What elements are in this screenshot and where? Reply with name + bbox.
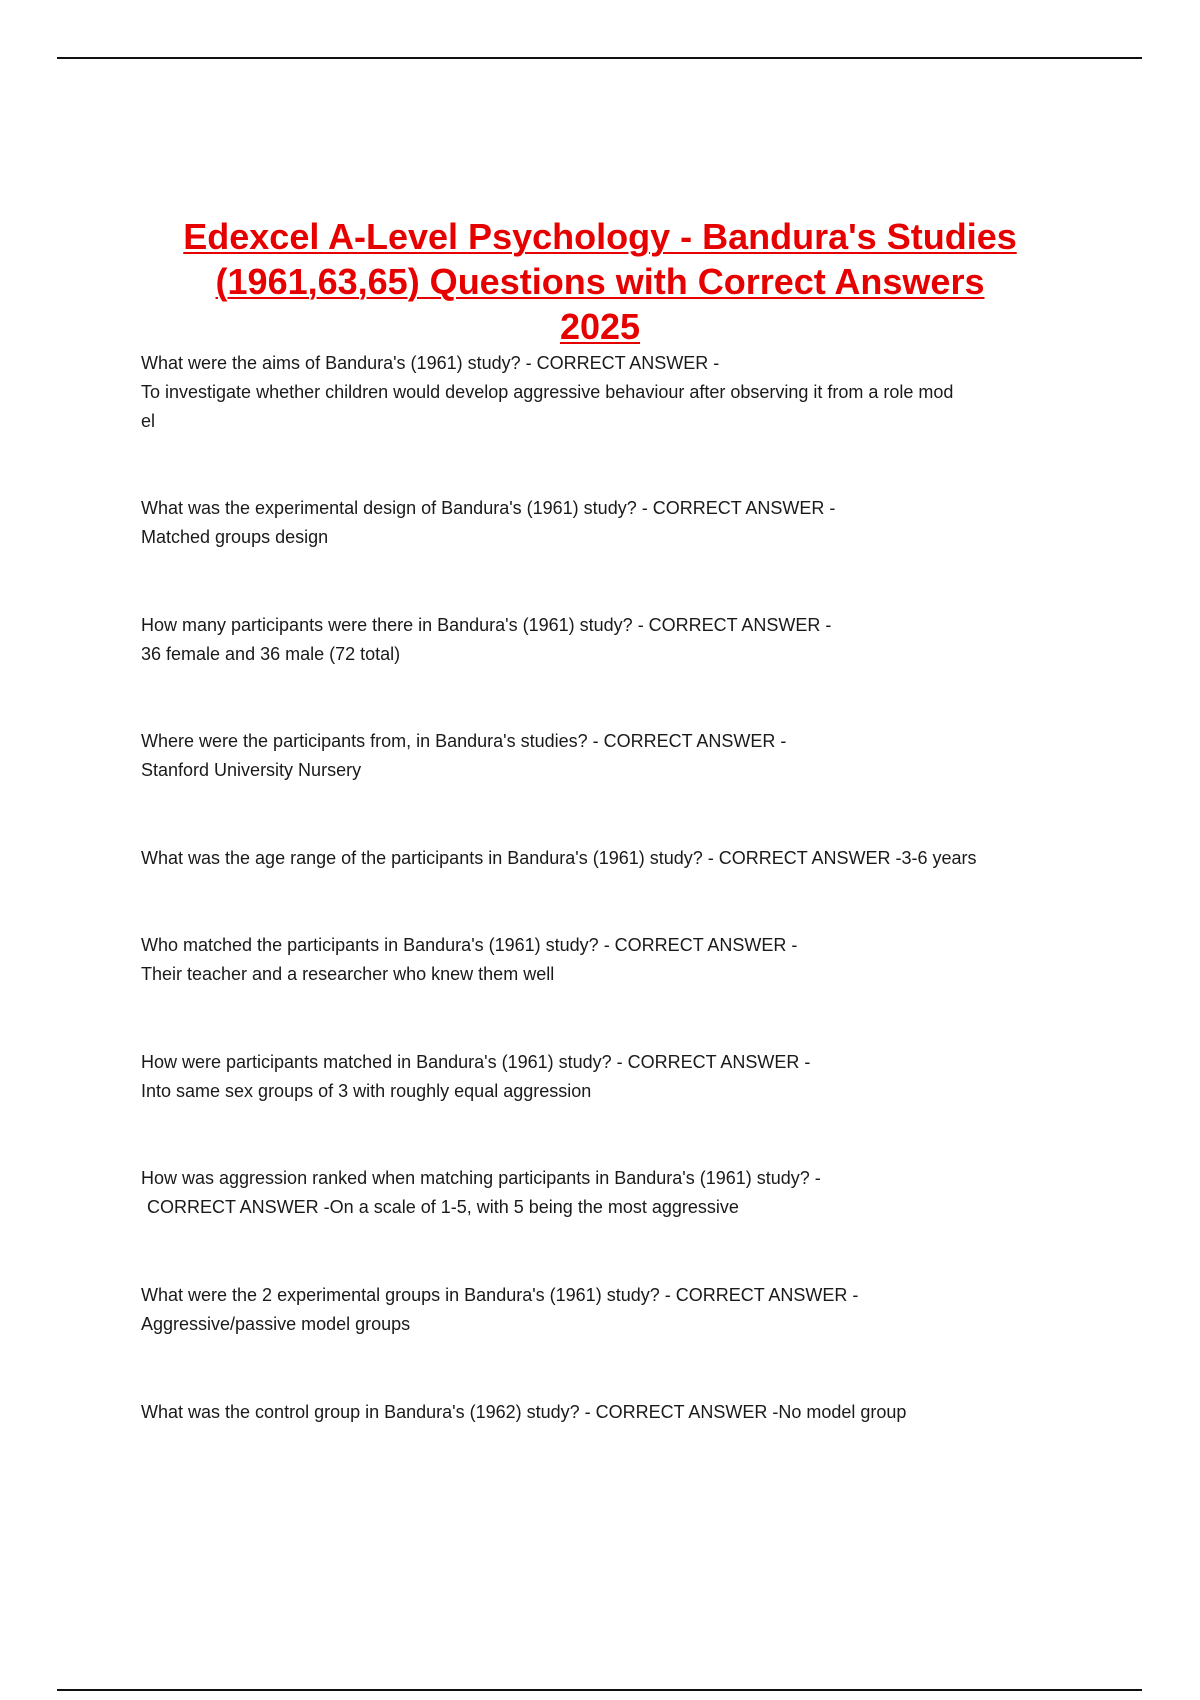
answer-text: el [141, 411, 156, 431]
answer-text: Their teacher and a researcher who knew them well [141, 964, 555, 984]
answer-text: CORRECT ANSWER -On a scale of 1-5, with 5 being the most aggressive [147, 1197, 739, 1217]
answer-text: 36 female and 36 male (72 total) [141, 644, 401, 664]
title-line: Edexcel A-Level Psychology - Bandura's Studies [183, 216, 1017, 257]
qa-item [141, 1398, 1061, 1427]
question-text: What were the 2 experimental groups in Bandura's (1961) study? - CORRECT ANSWER - [141, 1285, 859, 1305]
qa-item [141, 494, 1061, 552]
answer-text: Matched groups design [141, 527, 329, 547]
title-line: (1961,63,65) Questions with Correct Answers [215, 261, 985, 302]
qa-item [141, 844, 1061, 873]
question-text: How many participants were there in Bandura's (1961) study? - CORRECT ANSWER - [141, 615, 832, 635]
question-text: How was aggression ranked when matching participants in Bandura's (1961) study? - [141, 1168, 821, 1188]
title-line: 2025 [559, 306, 641, 347]
question-answer-text: What was the age range of the participants in Bandura's (1961) study? - CORRECT ANSWER -3-6 years [141, 848, 977, 868]
qa-item [141, 931, 1061, 989]
question-text: Who matched the participants in Bandura's (1961) study? - CORRECT ANSWER - [141, 935, 798, 955]
qa-item [141, 1164, 1061, 1222]
question-text: How were participants matched in Bandura's (1961) study? - CORRECT ANSWER - [141, 1052, 811, 1072]
qa-item [141, 611, 1061, 669]
qa-item [141, 1281, 1061, 1339]
document-title [120, 214, 1080, 349]
question-text: What were the aims of Bandura's (1961) study? - CORRECT ANSWER - [141, 353, 720, 373]
qa-item [141, 349, 1061, 436]
bottom-divider [57, 1689, 1142, 1691]
answer-text: To investigate whether children would develop aggressive behaviour after observing it from a role mod [141, 382, 954, 402]
question-text: Where were the participants from, in Bandura's studies? - CORRECT ANSWER - [141, 731, 787, 751]
qa-item [141, 727, 1061, 785]
answer-text: Aggressive/passive model groups [141, 1314, 411, 1334]
question-answer-text: What was the control group in Bandura's (1962) study? - CORRECT ANSWER -No model group [141, 1402, 907, 1422]
top-divider [57, 57, 1142, 59]
answer-text: Into same sex groups of 3 with roughly equal aggression [141, 1081, 592, 1101]
question-text: What was the experimental design of Bandura's (1961) study? - CORRECT ANSWER - [141, 498, 836, 518]
answer-text: Stanford University Nursery [141, 760, 362, 780]
qa-item [141, 1048, 1061, 1106]
